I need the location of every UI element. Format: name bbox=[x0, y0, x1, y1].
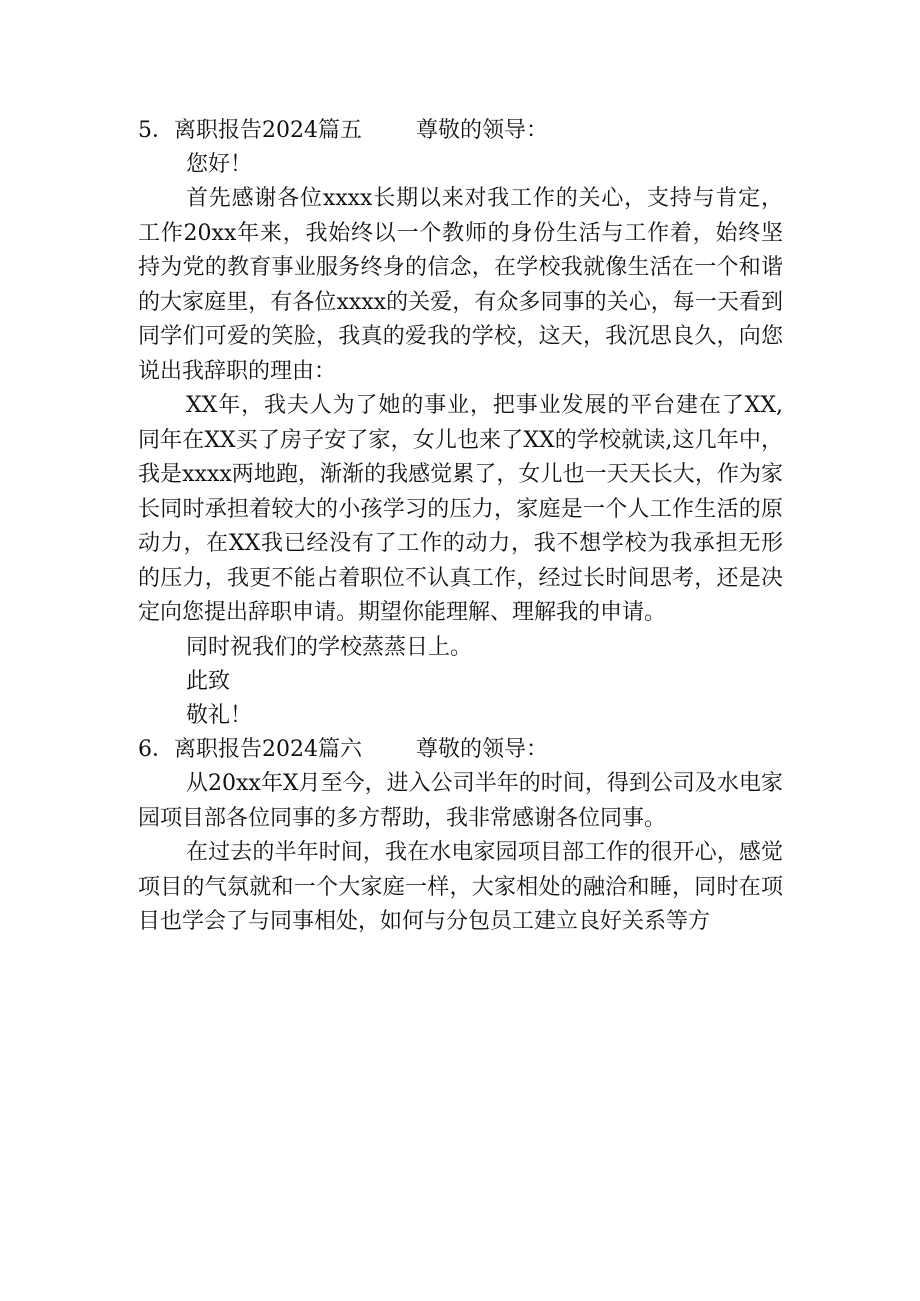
section-6-heading bbox=[138, 733, 783, 767]
section-5-paragraph-1: 首先感谢各位xxxx长期以来对我工作的关心，支持与肯定，工作20xx年来，我始终以一个教师的身份生活与工作着，始终坚持为党的教育事业服务终身的信念，在学校我就像生活在一个和谐的大家庭里，有各位xxxx的关爱，有众多同事的关心，每一天看到同学们可爱的笑脸，我真的爱我的学校，这天，我沉思良久，向您说出我辞职的理由： bbox=[138, 186, 783, 384]
section-5-paragraph-3: 同时祝我们的学校蒸蒸日上。 bbox=[186, 634, 473, 660]
section-5-paragraph-2: XX年，我夫人为了她的事业，把事业发展的平台建在了XX,同年在XX买了房子安了家，女儿也来了XX的学校就读,这几年中，我是xxxx两地跑，渐渐的我感觉累了，女儿也一天天长大，作为家长同时承担着较大的小孩学习的压力，家庭是一个人工作生活的原动力，在XX我已经没有了工作的动力，我不想学校为我承担无形的压力，我更不能占着职位不认真工作，经过长时间思考，还是决定向您提出辞职申请。期望你能理解、理解我的申请。 bbox=[138, 393, 783, 625]
section-6-salutation: 尊敬的领导： bbox=[416, 737, 549, 762]
section-5-greeting: 您好！ bbox=[186, 152, 253, 177]
section-5-closing-1: 此致 bbox=[186, 669, 231, 694]
section-5-salutation: 尊敬的领导： bbox=[416, 118, 549, 143]
section-6-title: 6．离职报告2024篇六 bbox=[138, 737, 362, 762]
section-5-closing-2: 敬礼！ bbox=[186, 703, 253, 728]
section-6-paragraph-2: 在过去的半年时间，我在水电家园项目部工作的很开心，感觉项目的气氛就和一个大家庭一样，大家相处的融洽和睡，同时在项目也学会了与同事相处，如何与分包员工建立良好关系等方 bbox=[138, 840, 783, 934]
document-body bbox=[138, 114, 783, 940]
section-5-heading bbox=[138, 114, 783, 148]
section-6-paragraph-1: 从20xx年X月至今，进入公司半年的时间，得到公司及水电家园项目部各位同事的多方帮助，我非常感谢各位同事。 bbox=[138, 771, 783, 831]
section-5-title: 5．离职报告2024篇五 bbox=[138, 118, 362, 143]
